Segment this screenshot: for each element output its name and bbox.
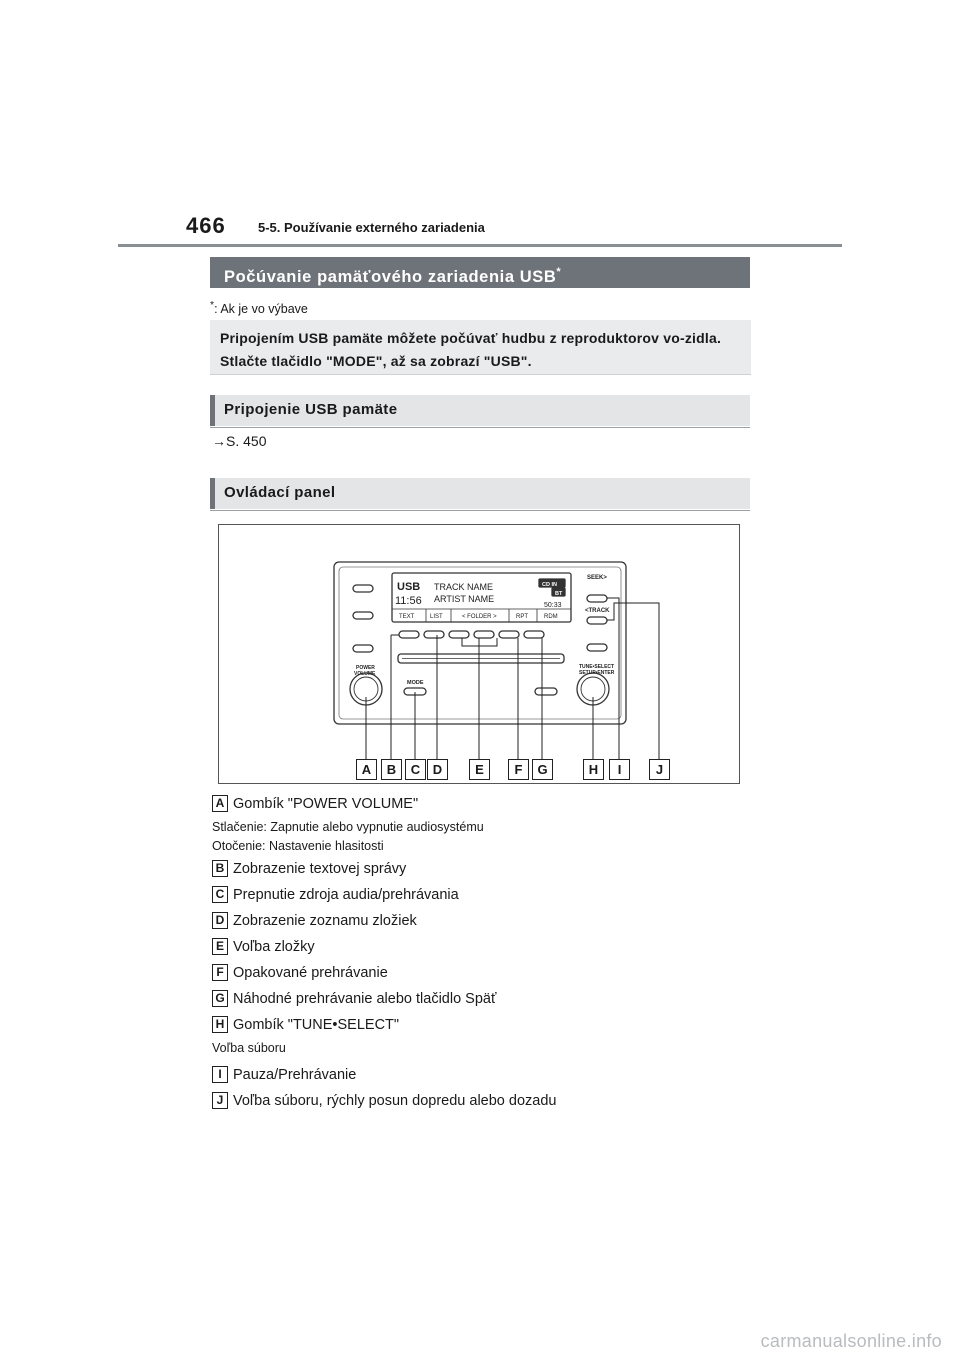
display-elapsed: 50:33 — [544, 602, 562, 609]
svg-text:POWER: POWER — [356, 665, 375, 671]
callout-f: F — [508, 759, 529, 780]
legend-letter: I — [212, 1066, 228, 1083]
svg-text:SETUP•ENTER: SETUP•ENTER — [579, 670, 615, 676]
control-panel-figure — [218, 524, 740, 784]
legend-text: Zobrazenie zoznamu zložiek — [233, 912, 417, 929]
legend-item-a — [212, 795, 418, 812]
eject-button — [353, 645, 373, 652]
legend-text: Opakované prehrávanie — [233, 964, 388, 981]
legend-item-c — [212, 886, 459, 903]
pause-play-button — [587, 644, 607, 651]
page-reference: →S. 450 — [212, 433, 267, 449]
intro-text: Pripojením USB pamäte môžete počúvať hudbu z reproduktorov vo-zidla. Stlačte tlačidlo "MODE", až sa zobrazí "USB". — [220, 330, 722, 369]
legend-item-i — [212, 1066, 356, 1083]
callout-j: J — [649, 759, 670, 780]
svg-text:VOLUME: VOLUME — [354, 671, 376, 677]
legend-item-d — [212, 912, 417, 929]
legend-item-e — [212, 938, 315, 955]
hangup-button — [353, 612, 373, 619]
legend-letter: B — [212, 860, 228, 877]
legend-letter: J — [212, 1092, 228, 1109]
callout-c: C — [405, 759, 426, 780]
softkey-folder: < FOLDER > — [462, 614, 497, 620]
seek-button — [587, 595, 607, 602]
chapter-title: 5-5. Používanie externého zariadenia — [258, 220, 485, 235]
header-rule — [118, 244, 842, 247]
legend-text: Pauza/Prehrávanie — [233, 1066, 357, 1083]
callout-i: I — [609, 759, 630, 780]
legend-text: Náhodné prehrávanie alebo tlačidlo Späť — [233, 990, 497, 1007]
legend-item-h — [212, 1016, 399, 1033]
legend-text: Voľba súboru, rýchly posun dopredu alebo dozadu — [233, 1092, 557, 1109]
svg-text:MODE: MODE — [407, 680, 424, 686]
softkey-rpt: RPT — [516, 614, 528, 620]
track-button — [587, 617, 607, 624]
softkey-list: LIST — [430, 614, 443, 620]
display-source: USB — [397, 581, 421, 593]
legend-item-b — [212, 860, 406, 877]
callout-b: B — [381, 759, 402, 780]
svg-text:CD IN: CD IN — [542, 582, 557, 588]
legend-note-h1: Voľba súboru — [212, 1041, 286, 1055]
page-number: 466 — [186, 213, 226, 238]
title-asterisk: * — [556, 266, 562, 278]
legend-letter: A — [212, 795, 228, 812]
svg-text:<TRACK: <TRACK — [585, 608, 610, 614]
callout-d: D — [427, 759, 448, 780]
legend-letter: D — [212, 912, 228, 929]
display-track: TRACK NAME — [434, 582, 494, 592]
subsection-panel: Ovládací panel — [210, 478, 750, 509]
legend-letter: E — [212, 938, 228, 955]
legend-text: Gombík "POWER VOLUME" — [233, 795, 419, 812]
legend-text: Prepnutie zdroja audia/prehrávania — [233, 886, 459, 903]
section-title: Počúvanie pamäťového zariadenia USB — [224, 267, 557, 286]
legend-text: Voľba zložky — [233, 938, 315, 955]
legend-item-f — [212, 964, 388, 981]
legend-note-a2: Otočenie: Nastavenie hlasitosti — [212, 839, 384, 853]
display-artist: ARTIST NAME — [434, 594, 495, 604]
intro-box — [210, 320, 751, 375]
callout-h: H — [583, 759, 604, 780]
subsection-connect: Pripojenie USB pamäte — [210, 395, 750, 426]
callout-g: G — [532, 759, 553, 780]
section-title-banner — [210, 257, 750, 288]
control-panel-illustration — [219, 525, 739, 783]
legend-letter: C — [212, 886, 228, 903]
legend-letter: G — [212, 990, 228, 1007]
svg-text:TUNE•SELECT: TUNE•SELECT — [579, 664, 615, 670]
softkey-text: TEXT — [399, 614, 415, 620]
legend-item-g — [212, 990, 496, 1007]
svg-text:SEEK>: SEEK> — [587, 575, 607, 581]
watermark: carmanualsonline.info — [760, 1331, 942, 1351]
legend-letter: H — [212, 1016, 228, 1033]
legend-item-j — [212, 1092, 556, 1109]
legend-letter: F — [212, 964, 228, 981]
callout-a: A — [356, 759, 377, 780]
callout-e: E — [469, 759, 490, 780]
legend-text: Gombík "TUNE•SELECT" — [233, 1016, 400, 1033]
svg-text:BT: BT — [555, 591, 563, 597]
display-time: 11:56 — [395, 595, 422, 607]
legend-note-a1: Stlačenie: Zapnutie alebo vypnutie audiosystému — [212, 820, 484, 834]
availability-note: *: Ak je vo výbave — [210, 300, 308, 317]
legend-text: Zobrazenie textovej správy — [233, 860, 407, 877]
softkey-rdm: RDM — [544, 614, 558, 620]
call-button — [353, 585, 373, 592]
